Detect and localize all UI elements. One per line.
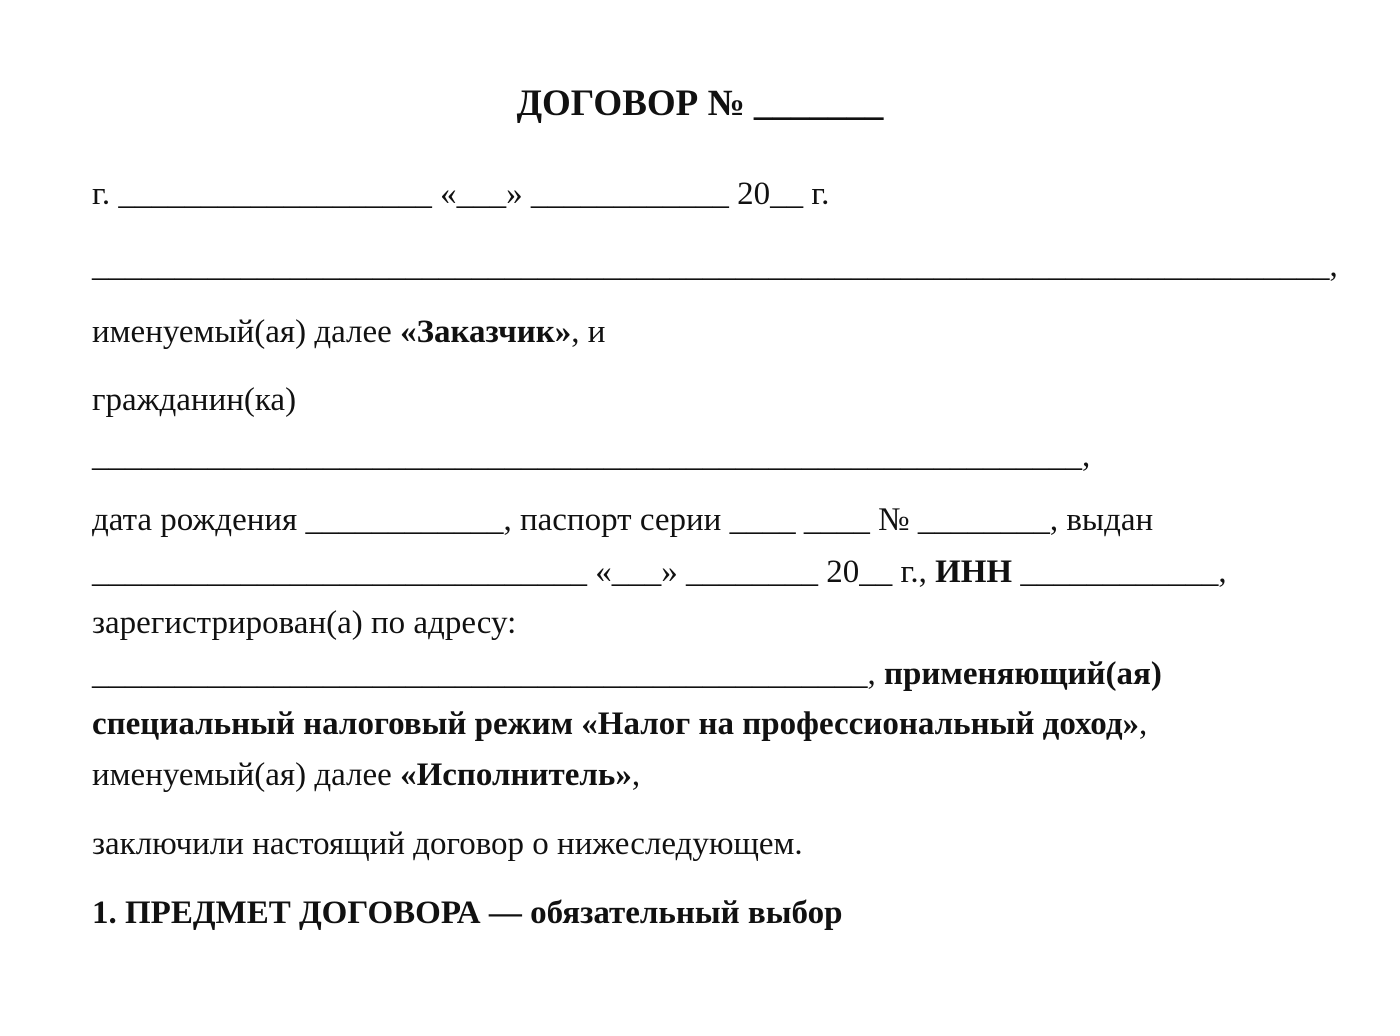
inn-blank: ____________, bbox=[1012, 554, 1227, 590]
customer-blank-line: ___________________________________________________________________________, bbox=[92, 248, 1338, 284]
executor-suffix: , bbox=[631, 757, 641, 793]
address-line bbox=[92, 654, 1162, 694]
birth-passport-line: дата рождения ____________, паспорт серии ____ ____ № ________, выдан bbox=[92, 502, 1154, 538]
applying-label: применяющий(ая) bbox=[884, 656, 1162, 692]
customer-suffix: , и bbox=[571, 314, 606, 350]
customer-designation-line bbox=[92, 312, 605, 352]
section-1-heading: 1. ПРЕДМЕТ ДОГОВОРА — обязательный выбор bbox=[92, 895, 843, 931]
tax-regime-comma: , bbox=[1139, 706, 1148, 742]
customer-prefix: именуемый(ая) далее bbox=[92, 314, 401, 350]
executor-name: «Исполнитель» bbox=[400, 757, 632, 793]
tax-regime-line bbox=[92, 704, 1147, 744]
inn-label: ИНН bbox=[935, 554, 1013, 590]
document-title: ДОГОВОР № _______ bbox=[516, 83, 884, 124]
issued-text: ______________________________ «___» ________ 20__ г., bbox=[92, 554, 936, 590]
tax-regime: специальный налоговый режим «Налог на профессиональный доход» bbox=[92, 706, 1140, 742]
citizen-label: гражданин(ка) bbox=[92, 382, 297, 418]
customer-name: «Заказчик» bbox=[400, 314, 572, 350]
executor-designation-line bbox=[92, 755, 640, 795]
citizen-blank-line: ____________________________________________________________, bbox=[92, 438, 1091, 474]
issued-inn-line bbox=[92, 552, 1227, 592]
city-date-line: г. ___________________ «___» ____________ 20__ г. bbox=[92, 176, 830, 212]
executor-prefix: именуемый(ая) далее bbox=[92, 757, 401, 793]
concluded-line: заключили настоящий договор о нижеследующем. bbox=[92, 826, 803, 862]
registered-label: зарегистрирован(а) по адресу: bbox=[92, 605, 517, 641]
address-blank: _______________________________________________, bbox=[92, 656, 884, 692]
